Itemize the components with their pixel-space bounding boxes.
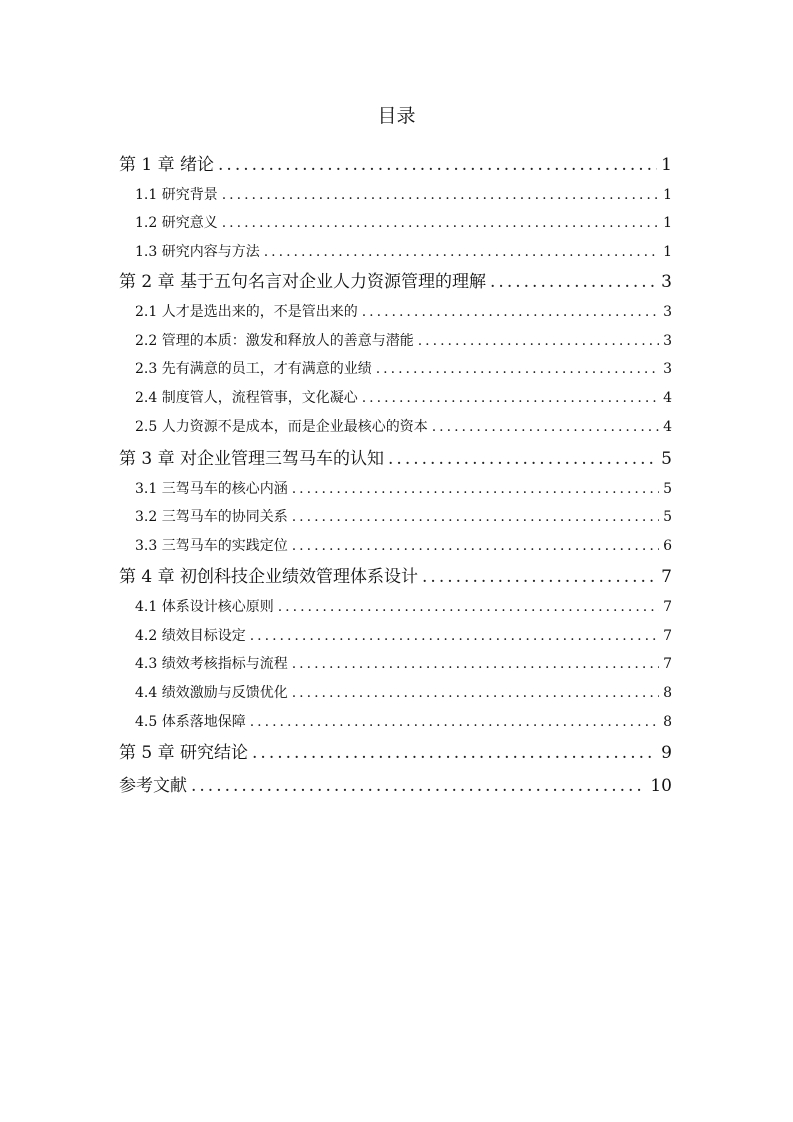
toc-entry-page: 4 — [663, 419, 672, 435]
toc-leader-dots — [292, 654, 659, 674]
toc-entry-section-2-4[interactable] — [135, 388, 672, 408]
toc-leader-dots — [376, 359, 659, 379]
toc-leader-dots — [252, 741, 657, 765]
toc-entry-section-2-3[interactable] — [135, 359, 672, 379]
toc-leader-dots — [264, 242, 659, 262]
toc-entry-chapter-3[interactable] — [119, 447, 672, 471]
toc-entry-section-1-2[interactable] — [135, 213, 672, 233]
toc-entry-label: 1.3 研究内容与方法 — [135, 244, 260, 260]
toc-entry-section-1-1[interactable] — [135, 185, 672, 205]
toc-entry-references[interactable] — [119, 774, 672, 798]
toc-entry-label: 第 4 章 初创科技企业绩效管理体系设计 — [119, 567, 419, 587]
toc-entry-page: 5 — [663, 509, 672, 525]
toc-entry-page: 7 — [663, 628, 672, 644]
toc-entry-section-3-2[interactable] — [135, 507, 672, 527]
toc-entry-label: 2.5 人力资源不是成本，而是企业最核心的资本 — [135, 419, 428, 435]
toc-entry-label: 4.4 绩效激励与反馈优化 — [135, 685, 288, 701]
toc-entry-section-2-2[interactable] — [135, 331, 672, 351]
toc-entry-label: 参考文献 — [119, 776, 187, 796]
toc-entry-section-2-5[interactable] — [135, 417, 672, 437]
toc-entry-section-4-1[interactable] — [135, 597, 672, 617]
toc-entry-label: 第 3 章 对企业管理三驾马车的认知 — [119, 449, 385, 469]
toc-entry-label: 1.1 研究背景 — [135, 187, 218, 203]
toc-entry-page: 4 — [663, 390, 672, 406]
toc-entry-label: 3.1 三驾马车的核心内涵 — [135, 481, 288, 497]
toc-entry-page: 10 — [650, 776, 672, 796]
toc-entry-page: 3 — [663, 304, 672, 320]
toc-leader-dots — [292, 683, 659, 703]
toc-leader-dots — [490, 270, 657, 294]
toc-entry-section-1-3[interactable] — [135, 242, 672, 262]
toc-leader-dots — [432, 417, 659, 437]
toc-entry-section-4-4[interactable] — [135, 683, 672, 703]
toc-leader-dots — [418, 331, 659, 351]
toc-leader-dots — [250, 712, 659, 732]
toc-entry-label: 第 2 章 基于五句名言对企业人力资源管理的理解 — [119, 272, 487, 292]
toc-entry-label: 4.2 绩效目标设定 — [135, 628, 246, 644]
toc-entry-label: 1.2 研究意义 — [135, 215, 218, 231]
toc-entry-label: 4.3 绩效考核指标与流程 — [135, 656, 288, 672]
toc-entry-section-4-5[interactable] — [135, 712, 672, 732]
toc-entry-page: 1 — [663, 187, 672, 203]
toc-entry-page: 3 — [663, 333, 672, 349]
toc-entry-page: 7 — [663, 599, 672, 615]
toc-leader-dots — [292, 507, 659, 527]
toc-entry-page: 1 — [663, 215, 672, 231]
toc-leader-dots — [362, 302, 659, 322]
toc-entry-section-4-3[interactable] — [135, 654, 672, 674]
toc-leader-dots — [191, 774, 646, 798]
toc-entry-chapter-4[interactable] — [119, 565, 672, 589]
toc-entry-page: 5 — [663, 481, 672, 497]
toc-entry-section-3-1[interactable] — [135, 479, 672, 499]
toc-entry-label: 第 1 章 绪论 — [119, 155, 215, 175]
toc-leader-dots — [222, 185, 659, 205]
toc-leader-dots — [250, 626, 659, 646]
toc-entry-page: 5 — [661, 449, 672, 469]
toc-entry-page: 7 — [661, 567, 672, 587]
toc-entry-page: 3 — [663, 361, 672, 377]
toc-leader-dots — [292, 536, 659, 556]
toc-entry-label: 4.1 体系设计核心原则 — [135, 599, 274, 615]
toc-leader-dots — [388, 447, 657, 471]
toc-leader-dots — [218, 153, 657, 177]
toc-entry-chapter-2[interactable] — [119, 270, 672, 294]
toc-entry-section-4-2[interactable] — [135, 626, 672, 646]
toc-title: 目录 — [377, 105, 416, 127]
toc-entry-chapter-1[interactable] — [119, 153, 672, 177]
toc-leader-dots — [222, 213, 659, 233]
toc-entry-page: 1 — [663, 244, 672, 260]
toc-leader-dots — [292, 479, 659, 499]
toc-entry-page: 6 — [663, 538, 672, 554]
toc-entry-page: 7 — [663, 656, 672, 672]
toc-entry-section-2-1[interactable] — [135, 302, 672, 322]
toc-leader-dots — [422, 565, 657, 589]
toc-entry-label: 2.4 制度管人，流程管事，文化凝心 — [135, 390, 358, 406]
toc-entry-label: 第 5 章 研究结论 — [119, 743, 249, 763]
toc-entry-label: 4.5 体系落地保障 — [135, 714, 246, 730]
toc-entry-page: 8 — [663, 714, 672, 730]
toc-entry-section-3-3[interactable] — [135, 536, 672, 556]
toc-entry-page: 3 — [661, 272, 672, 292]
toc-entry-label: 2.3 先有满意的员工，才有满意的业绩 — [135, 361, 372, 377]
toc-entry-page: 9 — [661, 743, 672, 763]
toc-entry-page: 1 — [661, 155, 672, 175]
toc-leader-dots — [278, 597, 659, 617]
toc-leader-dots — [362, 388, 659, 408]
toc-entry-label: 3.3 三驾马车的实践定位 — [135, 538, 288, 554]
toc-entry-label: 3.2 三驾马车的协同关系 — [135, 509, 288, 525]
toc-entry-page: 8 — [663, 685, 672, 701]
toc-entry-label: 2.2 管理的本质：激发和释放人的善意与潜能 — [135, 333, 414, 349]
toc-entry-chapter-5[interactable] — [119, 741, 672, 765]
toc-entry-label: 2.1 人才是选出来的，不是管出来的 — [135, 304, 358, 320]
